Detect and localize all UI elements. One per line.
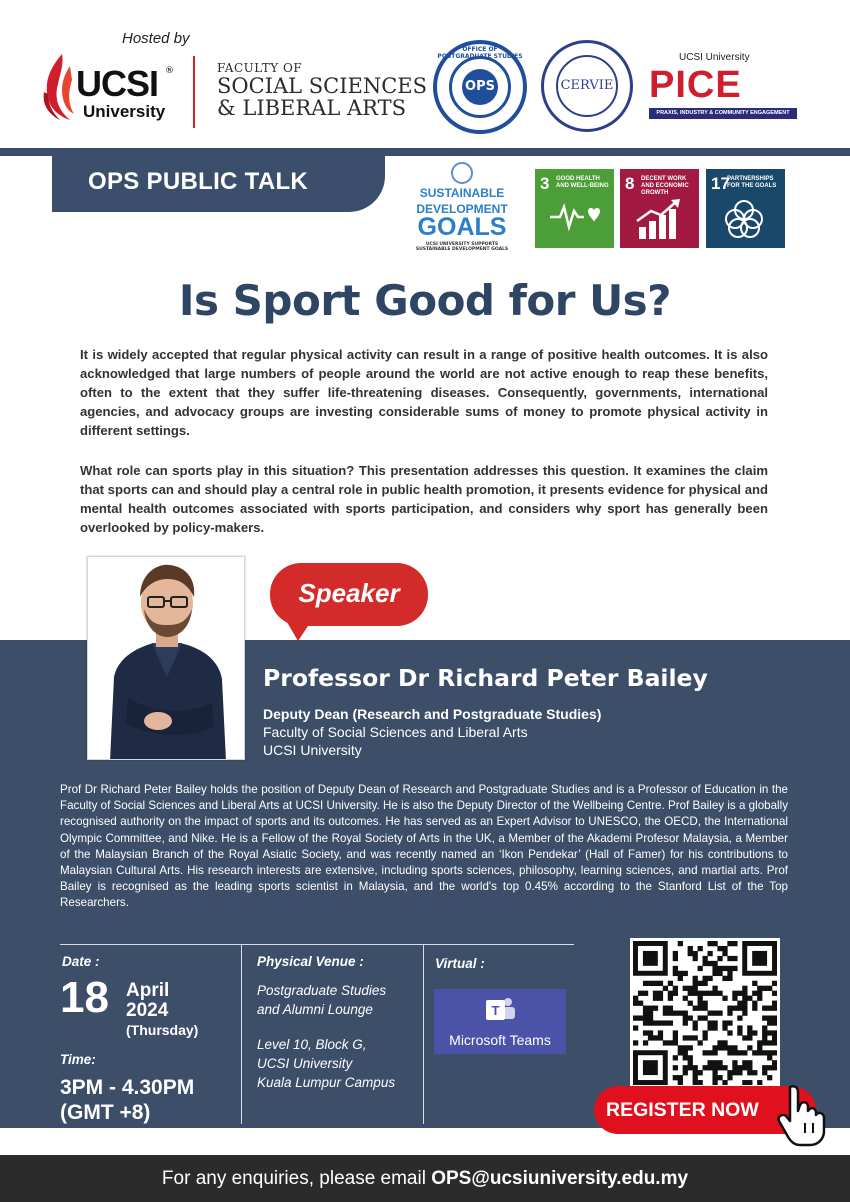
registered-mark-icon: ® xyxy=(165,66,174,76)
speaker-portrait-illustration xyxy=(88,557,245,760)
ucsi-logo-text xyxy=(76,63,166,121)
sdg-tile-number: 3 xyxy=(540,174,550,193)
event-time-range: 3PM - 4.30PM xyxy=(60,1076,195,1099)
speaker-label-bubble: Speaker xyxy=(270,563,428,626)
faculty-line-2: SOCIAL SCIENCES xyxy=(217,74,427,98)
register-now-button[interactable]: REGISTER NOW xyxy=(594,1086,816,1134)
pice-logo-top: UCSI University xyxy=(679,52,750,63)
sdg-tile-3 xyxy=(535,169,614,248)
intro-paragraph-1: It is widely accepted that regular physical activity can result in a range of positive health outcomes. It is also acknowledged that large numbers of people around the world are not active enough to reap these benefits, often to the extent that they suffer life-threatening diseases. Consequently, governments, international agencies, and advocacy groups are investing considerable sums of money to promote physical activity in different settings. xyxy=(80,347,768,438)
un-globe-icon xyxy=(451,162,473,184)
speaker-bio: Prof Dr Richard Peter Bailey holds the position of Deputy Dean of Research and Postgraduate Studies and is a Professor of Education in the Faculty of Social Sciences and Liberal Arts at UCSI University. He is also the Deputy Director of the Wellbeing Centre. Prof Bailey is a globally recognised authority on the impact of sports and its outcomes. He has served as an Expert Advisor to UNESCO, the OECD, the International Olympic Committee, and Nike. He is a Fellow of the Royal Society of Arts in the UK, a Member of the Akademi Profesor Malaysia, a Member of the Malaysian Branch of the Royal Asiatic Society, and was recently named an ‘Ikon Pendekar’ (Hall of Famer) for his contributions to Malaysian Cultural Arts. His research interests are extensive, including sports sciences, philosophy, learning sciences, and martial arts. Prof Bailey is recognised as the leading sports scientist in Malaysia, and the world's top 0.45% according to the Stanford List of the Top Researchers. xyxy=(60,783,788,910)
date-label: Date : xyxy=(62,954,100,969)
venue-name xyxy=(257,981,386,1019)
ops-public-talk-badge: OPS PUBLIC TALK xyxy=(52,152,385,212)
cervie-seal-core: CERVIE xyxy=(556,55,618,117)
pointer-hand-icon xyxy=(776,1083,830,1147)
faculty-logo-text xyxy=(217,62,427,119)
pice-logo xyxy=(645,52,800,122)
speaker-bubble-tail xyxy=(284,617,314,641)
sdg-tile-number: 8 xyxy=(625,174,635,193)
speaker-name: Professor Dr Richard Peter Bailey xyxy=(263,664,708,692)
enquiry-email-link[interactable]: OPS@ucsiuniversity.edu.my xyxy=(431,1168,689,1189)
sdg-logo-line-3: GOALS xyxy=(417,213,507,242)
microsoft-teams-logo[interactable] xyxy=(434,989,566,1054)
event-day: 18 xyxy=(60,973,109,1022)
cervie-seal-logo xyxy=(541,40,633,132)
details-top-rule xyxy=(60,944,574,945)
sdg-tile-label: PARTNERSHIPS FOR THE GOALS xyxy=(727,176,777,189)
sdg-tile-label: GOOD HEALTH AND WELL-BEING xyxy=(556,176,609,189)
sdg-tile-17 xyxy=(706,169,785,248)
logo-divider xyxy=(193,56,195,128)
virtual-label: Virtual : xyxy=(435,956,485,971)
details-divider-2 xyxy=(423,944,424,1124)
time-label: Time: xyxy=(60,1052,96,1067)
event-month: April xyxy=(126,980,170,1001)
heartbeat-icon xyxy=(550,199,600,233)
partnership-rings-icon xyxy=(721,199,767,239)
sdg-logo xyxy=(412,162,512,258)
sdg-logo-line-1: SUSTAINABLE xyxy=(419,186,505,200)
faculty-line-1: FACULTY OF xyxy=(217,61,303,75)
growth-chart-icon xyxy=(635,199,685,239)
speaker-university: UCSI University xyxy=(263,742,362,758)
event-weekday: (Thursday) xyxy=(126,1022,199,1038)
venue-line-1: Postgraduate Studies xyxy=(257,983,387,998)
sdg-logo-line-2: DEVELOPMENT xyxy=(416,201,508,216)
sdg-tile-number: 17 xyxy=(711,174,730,193)
event-month-year xyxy=(126,981,169,1021)
svg-text:T: T xyxy=(491,1003,500,1018)
teams-icon xyxy=(484,996,516,1024)
talk-title: Is Sport Good for Us? xyxy=(178,276,672,325)
hosted-by-label: Hosted by xyxy=(122,30,190,47)
registration-link[interactable]: https://forms.office.com/r/TNg7wpPXHG xyxy=(312,1130,499,1142)
event-timezone: (GMT +8) xyxy=(60,1101,151,1124)
venue-line-5: Kuala Lumpur Campus xyxy=(257,1075,396,1090)
sdg-logo-small-text: UCSI UNIVERSITY SUPPORTS SUSTAINABLE DEVELOPMENT GOALS xyxy=(415,242,509,253)
venue-address xyxy=(257,1035,395,1092)
ucsi-logo-sub: University xyxy=(83,102,166,121)
registration-qr-code[interactable] xyxy=(630,938,780,1088)
details-divider-1 xyxy=(241,944,242,1124)
venue-line-4: UCSI University xyxy=(257,1056,353,1071)
event-year: 2024 xyxy=(126,1000,169,1021)
venue-line-3: Level 10, Block G, xyxy=(257,1037,367,1052)
ucsi-logo-name: UCSI xyxy=(76,63,159,104)
faculty-line-3: & LIBERAL ARTS xyxy=(217,96,406,120)
qr-pattern-icon xyxy=(633,941,777,1085)
intro-paragraph-2: What role can sports play in this situation? This presentation addresses this question. It examines the claim that sports can and should play a central role in public health promotion, it presents evidence for physical and mental health outcomes associated with sports participation, and considers why sport has generally been overlooked by policy-makers. xyxy=(80,463,768,535)
venue-label: Physical Venue : xyxy=(257,954,364,969)
ops-seal-logo xyxy=(433,40,527,134)
ops-seal-core: OPS xyxy=(462,69,498,105)
speaker-photo xyxy=(87,556,245,760)
ops-seal-arc-text: OFFICE OF POSTGRADUATE STUDIES xyxy=(437,46,523,60)
pice-logo-word: PICE xyxy=(649,64,742,106)
event-time xyxy=(60,1075,194,1125)
teams-label: Microsoft Teams xyxy=(449,1032,551,1048)
venue-line-2: and Alumni Lounge xyxy=(257,1002,373,1017)
speaker-faculty: Faculty of Social Sciences and Liberal Arts xyxy=(263,724,528,740)
enquiry-text: For any enquiries, please email xyxy=(161,1168,432,1189)
sdg-tile-label: DECENT WORK AND ECONOMIC GROWTH xyxy=(641,176,689,196)
pice-logo-bar: PRAXIS, INDUSTRY & COMMUNITY ENGAGEMENT xyxy=(649,108,797,119)
ucsi-flame-logo-icon xyxy=(40,52,76,122)
enquiry-footer xyxy=(0,1155,850,1202)
sdg-tile-8 xyxy=(620,169,699,248)
speaker-role: Deputy Dean (Research and Postgraduate Studies) xyxy=(263,706,602,722)
